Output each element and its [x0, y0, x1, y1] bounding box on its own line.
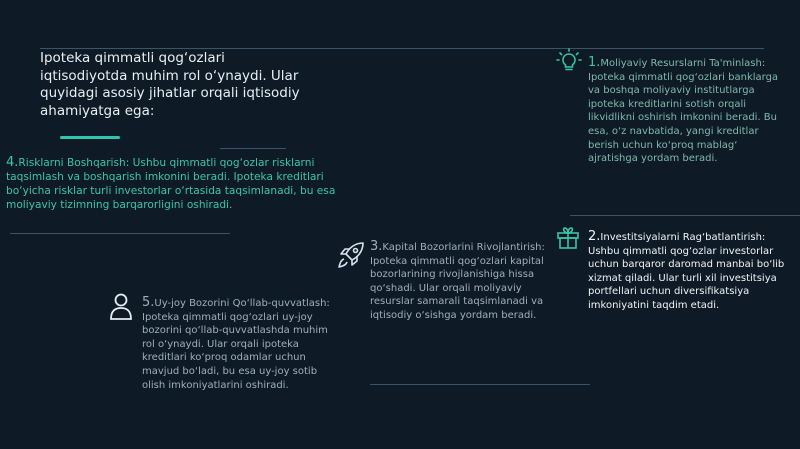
point-5-number: 5.: [142, 295, 155, 310]
point-3: [370, 240, 545, 323]
point-2-title: Investitsiyalarni Rag‘batlantirish:: [600, 232, 766, 243]
top-divider: [40, 48, 764, 49]
point-3-number: 3.: [370, 239, 383, 254]
bottom-divider: [370, 384, 590, 385]
intro-text: Ipoteka qimmatli qog‘ozlari iqtisodiyotda muhim rol o‘ynaydi. Ular quyidagi asosiy jihatlar orqali iqtisodiy ahamiyatga ega:: [40, 50, 300, 119]
point-5-title: Uy-joy Bozorini Qo‘llab-quvvatlash:: [154, 298, 330, 309]
point-5-body: Ipoteka qimmatli qog‘ozlari uy-joy bozorini qo‘llab-quvvatlashda muhim rol o‘ynaydi. Ular orqali ipoteka kreditlari ko‘proq odamlar uchun mavjud bo‘ladi, bu esa uy-joy sotib olish imkoniyatlarini oshiradi.: [142, 311, 328, 391]
point-1-title: Moliyaviy Resurslarni Ta'minlash:: [600, 58, 766, 69]
rocket-icon: [336, 240, 366, 270]
point-4-body: Ushbu qimmatli qog‘ozlar risklarni taqsimlash va boshqarish imkonini beradi. Ipoteka kreditlari bo‘yicha risklar turli investorlar o‘rtasida taqsimlanadi, bu esa moliyaviy tizimning barqarorligini oshiradi.: [6, 157, 336, 211]
point-4-number: 4.: [6, 155, 19, 170]
point-1-number: 1.: [588, 55, 601, 70]
point-4: [6, 156, 336, 212]
point-3-body: Ipoteka qimmatli qog‘ozlari kapital bozorlarining rivojlanishiga hissa qo‘shadi. Ular orqali moliyaviy resurslar samarali taqsimlanadi va iqtisodiy o‘sishga yordam beradi.: [370, 255, 544, 321]
point-2-number: 2.: [588, 229, 601, 244]
right-divider: [570, 215, 800, 216]
gift-icon: [556, 224, 580, 250]
point-4-title: Risklarni Boshqarish:: [18, 157, 130, 169]
mid-divider: [220, 148, 286, 149]
point-3-title: Kapital Bozorlarini Rivojlantirish:: [382, 242, 545, 253]
lightbulb-icon: [556, 48, 582, 74]
left-divider: [10, 233, 230, 234]
point-2-body: Ushbu qimmatli qog‘ozlar investorlar uchun barqaror daromad manbai bo‘lib xizmat qiladi. Ular turli xil investitsiya portfellari uchun diversifikatsiya imkoniyatini taqdim etadi.: [588, 245, 785, 311]
point-1-body: Ipoteka qimmatli qog‘ozlari banklarga va boshqa moliyaviy institutlarga ipoteka kreditlarini sotish orqali likvidlikni oshirish imkonini beradi. Bu esa, o‘z navbatida, yangi kreditlar berish uchun ko‘proq mablag‘ ajratishga yordam beradi.: [588, 71, 779, 165]
person-icon: [108, 292, 134, 322]
point-2: [588, 230, 788, 313]
point-1: [588, 56, 788, 166]
point-5: [142, 296, 342, 392]
intro-accent-bar: [60, 136, 120, 139]
